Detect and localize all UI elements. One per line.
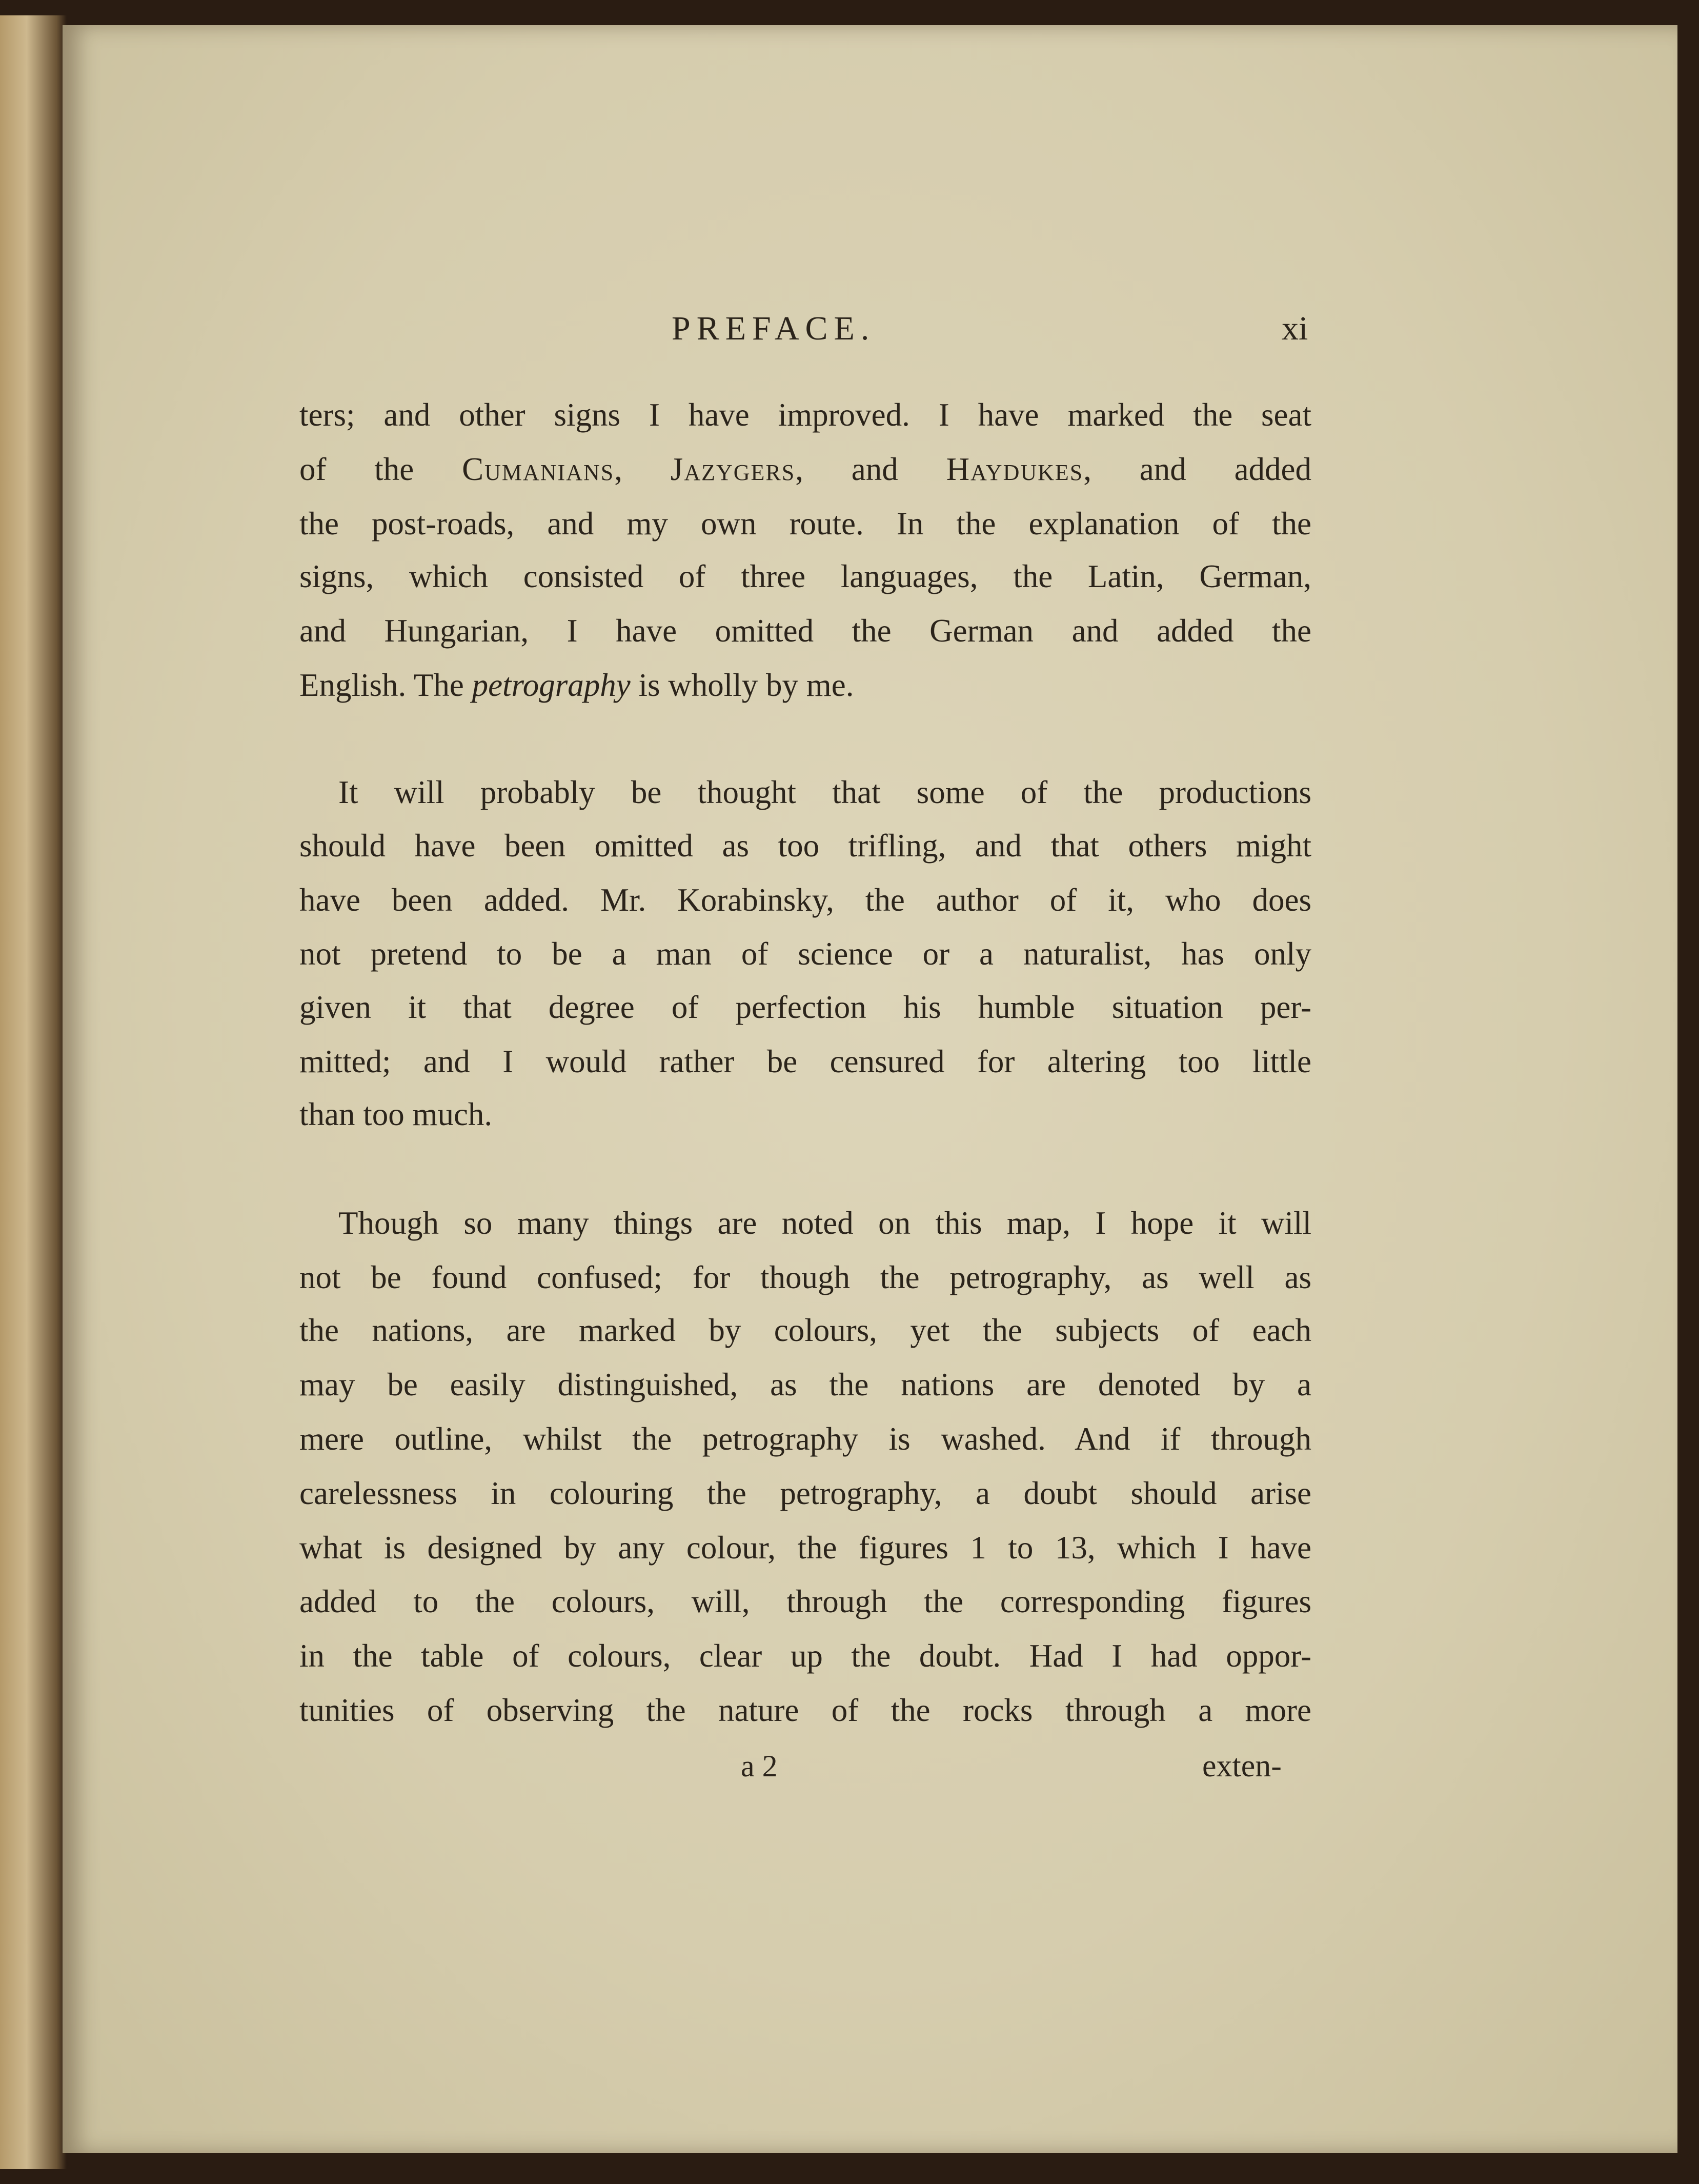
- text-line: mere outline, whilst the petrography is washed. And if through: [299, 1421, 1311, 1457]
- text-line: not be found confused; for though the petrography, as well as: [299, 1259, 1311, 1295]
- text-line: English. The petrography is wholly by me.: [299, 667, 854, 703]
- small-caps-name: Haydukes: [946, 451, 1084, 487]
- running-header: PREFACE.: [672, 310, 876, 347]
- text-line: should have been omitted as too trifling, and that others might: [299, 828, 1311, 864]
- text-line: and Hungarian, I have omitted the German and added the: [299, 613, 1311, 649]
- catchword: exten-: [1202, 1749, 1282, 1784]
- text-line: given it that degree of perfection his humble situation per-: [299, 989, 1311, 1025]
- text-line: signs, which consisted of three languages, the Latin, German,: [299, 558, 1311, 594]
- text-line: the nations, are marked by colours, yet the subjects of each: [299, 1312, 1311, 1348]
- facing-page-edge: [0, 15, 67, 2169]
- text-line: carelessness in colouring the petrography, a doubt should arise: [299, 1475, 1311, 1511]
- text-line: of the Cumanians, Jazygers, and Haydukes, and added: [299, 451, 1312, 487]
- text-line: in the table of colours, clear up the doubt. Had I had oppor-: [299, 1638, 1311, 1674]
- small-caps-name: Jazygers: [670, 451, 796, 487]
- text-line: may be easily distinguished, as the nations are denoted by a: [299, 1367, 1311, 1402]
- text-line: than too much.: [299, 1096, 493, 1132]
- text-line: not pretend to be a man of science or a naturalist, has only: [299, 936, 1311, 972]
- text-line: It will probably be thought that some of the productions: [338, 774, 1311, 810]
- text-line: the post-roads, and my own route. In the explanation of the: [299, 506, 1311, 542]
- small-caps-name: Cumanians: [462, 451, 615, 487]
- signature-mark: a 2: [741, 1749, 778, 1783]
- text-line: Though so many things are noted on this map, I hope it will: [338, 1205, 1311, 1241]
- page-number: xi: [1282, 310, 1308, 347]
- italic-word: petrography: [472, 667, 631, 703]
- text-line: mitted; and I would rather be censured for altering too little: [299, 1044, 1311, 1079]
- text-line: what is designed by any colour, the figures 1 to 13, which I have: [299, 1530, 1311, 1566]
- text-line: added to the colours, will, through the corresponding figures: [299, 1584, 1311, 1619]
- text-line: tunities of observing the nature of the rocks through a more: [299, 1692, 1311, 1728]
- text-line: have been added. Mr. Korabinsky, the author of it, who does: [299, 882, 1311, 918]
- text-line: ters; and other signs I have improved. I have marked the seat: [299, 397, 1311, 433]
